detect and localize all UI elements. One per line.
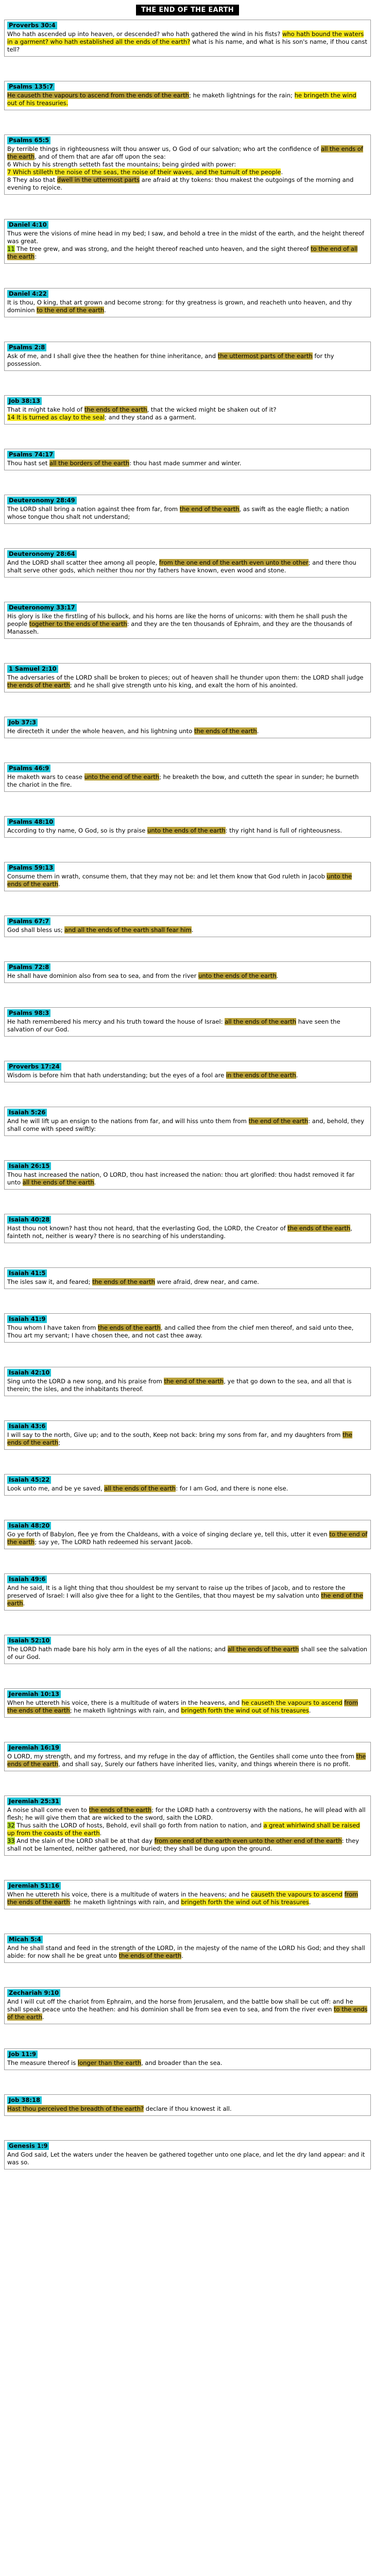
highlighted-phrase: to the end of the earth xyxy=(37,307,105,314)
verse-text-run: . xyxy=(296,1072,298,1079)
verse-entry xyxy=(4,1367,371,1396)
verse-text-run: . xyxy=(257,727,259,735)
verse-text-run: : xyxy=(35,253,37,260)
verse-reference: Isaiah 48:20 xyxy=(7,1522,51,1530)
verse-text-run: : for I am God, and there is none else. xyxy=(176,1485,288,1492)
verse-text-run: Thou whom I have taken from xyxy=(7,1324,98,1331)
verse-text-run: He maketh wars to cease xyxy=(7,773,84,781)
verse-text-run: , and called thee from the chief men thereof, and said unto thee, Thou art my servant; I have chosen thee, and not cast thee away. xyxy=(7,1324,354,1339)
highlighted-phrase: bringeth forth the wind out of his treasures xyxy=(181,1899,309,1906)
verse-entry xyxy=(4,1688,371,1718)
verse-text xyxy=(7,1431,368,1447)
verse-text xyxy=(7,1806,368,1853)
highlighted-phrase: the ends of the earth xyxy=(7,1753,366,1768)
verse-reference: Psalms 2:8 xyxy=(7,344,46,351)
verse-text-run: for thy possession. xyxy=(7,352,334,367)
verse-entry xyxy=(4,2048,371,2070)
verse-reference: Micah 5:4 xyxy=(7,1936,43,1943)
verse-text-run: ; he breaketh the bow, and cutteth the spear in sunder; he burneth the chariot in the fire. xyxy=(7,773,359,788)
highlighted-phrase: 33 xyxy=(7,1837,15,1844)
verse-text-run: . xyxy=(42,2013,44,2021)
highlighted-phrase: who hath bound the waters in a garment? who hath established all the ends of the earth? xyxy=(7,30,364,45)
highlighted-phrase: all the ends of the earth xyxy=(22,1179,94,1186)
highlighted-phrase: unto the ends of the earth xyxy=(198,972,277,979)
verse-text-run: . xyxy=(181,1952,183,1959)
verse-text-run: . xyxy=(191,926,194,934)
highlighted-phrase: together to the ends of the earth xyxy=(29,620,127,628)
verse-text-run: : thou hast made summer and winter. xyxy=(129,460,242,467)
verse-text xyxy=(7,1485,368,1493)
highlighted-phrase: He causeth the vapours to ascend from the ends of the earth xyxy=(7,92,189,99)
verse-text-run: Sing unto the LORD a new song, and his praise from xyxy=(7,1378,164,1385)
highlighted-phrase: all the ends of the earth xyxy=(225,1018,297,1025)
verse-text-run: ; for the LORD hath a controversy with the nations, he will plead with all flesh; he will give them that are wicked to the sword, saith the LORD. xyxy=(7,1806,366,1821)
highlighted-phrase: the uttermost parts of the earth xyxy=(217,352,313,360)
verse-text-run: And he will lift up an ensign to the nations from far, and will hiss unto them from xyxy=(7,1117,249,1125)
verse-text xyxy=(7,30,368,54)
highlighted-phrase: from the ends of the earth xyxy=(7,1891,359,1906)
verse-text-run xyxy=(343,1891,345,1898)
highlighted-phrase: causeth the vapours to ascend xyxy=(251,1891,343,1898)
verse-reference: Job 38:18 xyxy=(7,2096,42,2104)
verse-text-run: Ask of me, and I shall give thee the heathen for thine inheritance, and xyxy=(7,352,218,360)
verse-reference: Daniel 4:22 xyxy=(7,290,48,298)
verse-text-run: , that the wicked might be shaken out of it? xyxy=(147,406,277,413)
verse-entry xyxy=(4,1107,371,1136)
highlighted-phrase: unto the ends of the earth xyxy=(7,873,352,888)
verse-text xyxy=(7,1753,368,1768)
verse-reference: Psalms 65:5 xyxy=(7,137,50,144)
verse-text-run: A noise shall come even to xyxy=(7,1806,89,1814)
verse-reference: Jeremiah 25:31 xyxy=(7,1798,61,1805)
verse-text-run: It is thou, O king, that art grown and become strong: for thy greatness is grown, and reacheth unto heaven, and thy dominion xyxy=(7,299,352,314)
verse-reference: Jeremiah 51:16 xyxy=(7,1882,61,1890)
verse-text xyxy=(7,1944,368,1960)
highlighted-phrase: the ends of the earth xyxy=(7,682,70,689)
verse-text-run: 8 They also that xyxy=(7,176,57,183)
highlighted-phrase: the ends of the earth xyxy=(89,1806,152,1814)
highlighted-phrase: in the ends of the earth xyxy=(226,1072,296,1079)
highlighted-phrase: all the borders of the earth xyxy=(49,460,130,467)
verse-text-run: , and shall say, Surely our fathers have inherited lies, vanity, and things wherein there is no profit. xyxy=(58,1760,351,1768)
verse-text xyxy=(7,1891,368,1906)
verse-entry xyxy=(4,20,371,57)
verse-text xyxy=(7,1531,368,1546)
verse-reference: Zechariah 9:10 xyxy=(7,1989,60,1997)
verse-text-run: He directeth it under the whole heaven, and his lightning unto xyxy=(7,727,194,735)
verse-text-run: And God said, Let the waters under the heaven be gathered together unto one place, and let the dry land appear: and it was so. xyxy=(7,2151,365,2166)
verse-entry xyxy=(4,1520,371,1549)
verse-text-run: . xyxy=(99,1829,102,1837)
verse-text-run: ; say ye, The LORD hath redeemed his servant Jacob. xyxy=(35,1538,193,1546)
verse-entry xyxy=(4,1987,371,2024)
verse-text xyxy=(7,827,368,835)
verse-text-run: Thus were the visions of mine head in my bed; I saw, and behold a tree in the midst of the earth, and the height thereof was great. xyxy=(7,230,364,245)
verse-reference: Deuteronomy 33:17 xyxy=(7,604,77,612)
verse-reference: 1 Samuel 2:10 xyxy=(7,665,58,673)
verse-entry xyxy=(4,816,371,838)
verse-text-run: : he maketh lightnings with rain, and xyxy=(70,1899,181,1906)
highlighted-phrase: all the ends of the earth xyxy=(227,1646,299,1653)
verse-reference: Psalms 98:3 xyxy=(7,1009,50,1017)
highlighted-phrase: from the one end of the earth even unto the other xyxy=(159,559,309,566)
verse-reference: Job 37:3 xyxy=(7,719,38,726)
verse-text-run: were afraid, drew near, and came. xyxy=(155,1278,259,1285)
highlighted-phrase: the end of the earth xyxy=(164,1378,224,1385)
highlighted-phrase: bringeth forth the wind out of his treasures xyxy=(181,1707,309,1714)
verse-entry xyxy=(4,1313,371,1343)
verse-text-run: ; and he shall give strength unto his king, and exalt the horn of his anointed. xyxy=(70,682,298,689)
verse-entry xyxy=(4,717,371,738)
verse-entry xyxy=(4,1573,371,1611)
verse-reference: Psalms 46:9 xyxy=(7,765,50,772)
verse-text-run: shall see the salvation of our God. xyxy=(7,1646,367,1660)
highlighted-phrase: the ends of the earth xyxy=(7,1431,352,1446)
verse-text-run: . xyxy=(309,1707,311,1714)
verse-text-run: Hast thou not known? hast thou not heard, that the everlasting God, the LORD, the Creator of xyxy=(7,1225,288,1232)
verse-text-run: : and, behold, they shall come with speed swiftly: xyxy=(7,1117,364,1132)
highlighted-phrase: to the ends of the earth xyxy=(7,2006,368,2021)
highlighted-phrase: the end of the earth xyxy=(248,1117,309,1125)
verse-reference: Proverbs 30:4 xyxy=(7,22,57,29)
verse-reference: Isaiah 41:9 xyxy=(7,1315,47,1323)
verse-text-run: And I will cut off the chariot from Ephraim, and the horse from Jerusalem, and the battle bow shall be cut off: and he shall speak peace unto the heathen: and his dominion shall be from sea even to sea, and from the river even xyxy=(7,1998,353,2013)
verse-reference: Genesis 1:9 xyxy=(7,2142,49,2150)
verse-reference: Isaiah 42:10 xyxy=(7,1369,51,1377)
highlighted-phrase: 7 Which stilleth the noise of the seas, the noise of their waves, and the tumult of the people xyxy=(7,168,281,176)
verse-text xyxy=(7,1378,368,1393)
verse-text xyxy=(7,505,368,521)
verse-text xyxy=(7,230,368,261)
highlighted-phrase: he bringeth the wind out of his treasuries. xyxy=(7,92,356,107)
verse-text-run: The tree grew, and was strong, and the height thereof reached unto heaven, and the sight thereof xyxy=(14,245,311,252)
verse-reference: Isaiah 5:26 xyxy=(7,1109,47,1116)
verse-text-run: When he uttereth his voice, there is a multitude of waters in the heavens, and xyxy=(7,1699,242,1706)
verse-text-run: Who hath ascended up into heaven, or descended? who hath gathered the wind in his fists? xyxy=(7,30,282,38)
verse-entry xyxy=(4,602,371,639)
verse-text-run: When he uttereth his voice, there is a multitude of waters in the heavens; and he xyxy=(7,1891,251,1898)
verse-reference: Isaiah 43:6 xyxy=(7,1422,47,1430)
highlighted-phrase: unto the ends of the earth xyxy=(147,827,226,834)
verse-text-run: And he said, It is a light thing that thou shouldest be my servant to raise up the tribes of Jacob, and to restore the preserved of Israel: I will also give thee for a light to the Gentiles, that thou mayest be my salvation unto xyxy=(7,1584,346,1599)
verse-text xyxy=(7,1646,368,1661)
verse-text-run: . xyxy=(58,880,60,888)
verse-text-run: , fainteth not, neither is weary? there is no searching of his understanding. xyxy=(7,1225,352,1240)
verse-reference: Job 38:13 xyxy=(7,397,42,405)
highlighted-phrase: dwell in the uttermost parts xyxy=(57,176,140,183)
page-title: THE END OF THE EARTH xyxy=(136,5,239,15)
verse-text-run: He hath remembered his mercy and his truth toward the house of Israel: xyxy=(7,1018,225,1025)
verse-reference: Isaiah 52:10 xyxy=(7,1637,51,1645)
verse-entry xyxy=(4,1420,371,1450)
verse-entry xyxy=(4,762,371,792)
verse-text-run: The LORD shall bring a nation against thee from far, from xyxy=(7,505,180,513)
verse-reference: Daniel 4:10 xyxy=(7,221,48,229)
verse-text-run: And he shall stand and feed in the strength of the LORD, in the majesty of the name of the LORD his God; and they shall abide: for now shall he be great unto xyxy=(7,1944,365,1959)
verse-text-run: O LORD, my strength, and my fortress, and my refuge in the day of affliction, the Gentiles shall come unto thee from xyxy=(7,1753,356,1760)
verse-reference: Psalms 67:7 xyxy=(7,918,50,925)
verse-text xyxy=(7,773,368,789)
verse-text xyxy=(7,406,368,421)
verse-entry xyxy=(4,1061,371,1082)
verse-text xyxy=(7,674,368,689)
verse-entry xyxy=(4,1214,371,1243)
verse-text xyxy=(7,1225,368,1240)
verse-entry xyxy=(4,1880,371,1909)
verse-text-run: ; and they stand as a garment. xyxy=(105,414,197,421)
verse-text-run: Thou hast set xyxy=(7,460,50,467)
verse-text-run: Thus saith the LORD of hosts, Behold, evil shall go forth from nation to nation, and xyxy=(14,1822,264,1829)
verse-reference: Psalms 72:8 xyxy=(7,963,50,971)
verse-text xyxy=(7,926,368,934)
highlighted-phrase: Hast thou perceived the breadth of the earth? xyxy=(7,2105,144,2112)
verse-reference: Jeremiah 16:19 xyxy=(7,1744,61,1752)
verse-reference: Deuteronomy 28:49 xyxy=(7,497,77,504)
verse-list xyxy=(4,20,371,2170)
verse-text-run: . xyxy=(281,168,283,176)
highlighted-phrase: the ends of the earth xyxy=(92,1278,155,1285)
verse-text-run: His glory is like the firstling of his bullock, and his horns are like the horns of unicorns: with them he shall push the people xyxy=(7,613,348,628)
verse-text-run: declare if thou knowest it all. xyxy=(144,2105,232,2112)
verse-text xyxy=(7,2151,368,2166)
verse-text xyxy=(7,727,368,735)
verse-text-run: The measure thereof is xyxy=(7,2059,78,2066)
verse-text-run: The LORD hath made bare his holy arm in the eyes of all the nations; and xyxy=(7,1646,228,1653)
verse-text xyxy=(7,2105,368,2113)
verse-text xyxy=(7,1018,368,1033)
verse-text xyxy=(7,145,368,192)
highlighted-phrase: the ends of the earth xyxy=(287,1225,351,1232)
verse-entry xyxy=(4,961,371,983)
verse-text xyxy=(7,559,368,574)
verse-text-run: The isles saw it, and feared; xyxy=(7,1278,93,1285)
highlighted-phrase: longer than the earth xyxy=(77,2059,142,2066)
verse-reference: Deuteronomy 28:64 xyxy=(7,550,77,558)
verse-entry xyxy=(4,1007,371,1037)
verse-reference: Proverbs 17:24 xyxy=(7,1063,61,1071)
highlighted-phrase: from the ends of the earth xyxy=(7,1699,359,1714)
verse-text xyxy=(7,1699,368,1715)
verse-text-run: . xyxy=(23,1600,25,1607)
verse-text-run: Look unto me, and be ye saved, xyxy=(7,1485,105,1492)
verse-entry xyxy=(4,134,371,195)
title-wrap xyxy=(4,4,371,15)
highlighted-phrase: the ends of the earth xyxy=(84,406,147,413)
verse-text-run: . xyxy=(94,1179,96,1186)
verse-text-run: : they shall not be lamented, neither gathered, nor buried; they shall be dung upon the ground. xyxy=(7,1837,359,1852)
verse-text-run: ; and there thou shalt serve other gods, which neither thou nor thy fathers have known, even wood and stone. xyxy=(7,559,356,574)
highlighted-phrase: all the ends of the earth xyxy=(7,145,363,160)
verse-entry xyxy=(4,862,371,891)
verse-reference: Psalms 74:17 xyxy=(7,451,55,459)
verse-reference: Isaiah 49:6 xyxy=(7,1575,47,1583)
verse-text-run: : thy right hand is full of righteousness. xyxy=(225,827,343,834)
verse-entry xyxy=(4,288,371,317)
verse-reference: Psalms 135:7 xyxy=(7,83,55,91)
verse-text-run: ; he maketh lightnings for the rain; xyxy=(189,92,295,99)
verse-reference: Isaiah 26:15 xyxy=(7,1162,51,1170)
highlighted-phrase: a great whirlwind shall be raised up from the coasts of the earth xyxy=(7,1822,360,1837)
verse-entry xyxy=(4,1635,371,1664)
verse-text xyxy=(7,1324,368,1340)
verse-text-run: I will say to the north, Give up; and to the south, Keep not back: bring my sons from far, and my daughters from xyxy=(7,1431,343,1438)
verse-entry xyxy=(4,2094,371,2116)
verse-text-run: By terrible things in righteousness wilt thou answer us, O God of our salvation; who art the confidence of xyxy=(7,145,321,152)
verse-text-run: are afraid at thy tokens: thou makest the outgoings of the morning and evening to rejoice. xyxy=(7,176,354,191)
verse-entry xyxy=(4,219,371,264)
verse-text-run: Go ye forth of Babylon, flee ye from the Chaldeans, with a voice of singing declare ye, tell this, utter it even xyxy=(7,1531,330,1538)
highlighted-phrase: unto the end of the earth xyxy=(84,773,160,781)
highlighted-phrase: all the ends of the earth xyxy=(104,1485,176,1492)
verse-entry xyxy=(4,916,371,937)
verse-text xyxy=(7,1171,368,1187)
verse-reference: Psalms 59:13 xyxy=(7,864,55,872)
verse-text-run: And the slain of the LORD shall be at that day xyxy=(14,1837,155,1844)
verse-entry xyxy=(4,2140,371,2170)
verse-entry xyxy=(4,1934,371,1963)
verse-text xyxy=(7,92,368,107)
verse-text-run: According to thy name, O God, so is thy praise xyxy=(7,827,148,834)
verse-text-run: Consume them in wrath, consume them, that they may not be: and let them know that God ruleth in Jacob xyxy=(7,873,327,880)
verse-entry xyxy=(4,449,371,470)
verse-entry xyxy=(4,663,371,692)
highlighted-phrase: the end of the earth xyxy=(7,1592,363,1607)
verse-text-run: ; he maketh lightnings with rain, and xyxy=(70,1707,181,1714)
verse-text-run: , as swift as the eagle flieth; a nation whose tongue thou shalt not understand; xyxy=(7,505,349,520)
verse-entry xyxy=(4,1795,371,1856)
highlighted-phrase: from one end of the earth even unto the other end of the earth xyxy=(154,1837,342,1844)
verse-entry xyxy=(4,1267,371,1289)
verse-text-run: . xyxy=(276,972,279,979)
verse-reference: Jeremiah 10:13 xyxy=(7,1690,61,1698)
highlighted-phrase: the ends of the earth xyxy=(118,1952,182,1959)
verse-entry xyxy=(4,395,371,425)
verse-text xyxy=(7,460,368,467)
verse-reference: Psalms 48:10 xyxy=(7,818,55,826)
verse-text xyxy=(7,352,368,368)
verse-entry xyxy=(4,548,371,578)
verse-reference: Job 11:9 xyxy=(7,2050,38,2058)
verse-entry xyxy=(4,1474,371,1496)
verse-text-run: . xyxy=(104,307,106,314)
verse-text-run: , and of them that are afar off upon the sea: xyxy=(35,153,166,160)
highlighted-phrase: the end of the earth xyxy=(179,505,240,513)
verse-text-run: And the LORD shall scatter thee among all people, xyxy=(7,559,159,566)
verse-text xyxy=(7,2059,368,2067)
verse-text-run: ; xyxy=(58,1439,61,1446)
verse-text xyxy=(7,613,368,636)
highlighted-phrase: the ends of the earth xyxy=(98,1324,161,1331)
verse-reference: Isaiah 45:22 xyxy=(7,1476,51,1484)
verse-text xyxy=(7,299,368,314)
verse-text-run: . xyxy=(309,1899,311,1906)
highlighted-phrase: he causeth the vapours to ascend xyxy=(241,1699,343,1706)
verse-text xyxy=(7,1998,368,2021)
highlighted-phrase: 14 It is turned as clay to the seal xyxy=(7,414,105,421)
verse-text-run: what is his name, and what is his son's name, if thou canst tell? xyxy=(7,38,367,53)
verse-text-run: Thou hast increased the nation, O LORD, thou hast increased the nation: thou art glorified: thou hadst removed it far unto xyxy=(7,1171,355,1186)
highlighted-phrase: to the end of all the earth xyxy=(7,245,358,260)
verse-text-run: That it might take hold of xyxy=(7,406,84,413)
verse-text-run: God shall bless us; xyxy=(7,926,65,934)
verse-text-run: 6 Which by his strength setteth fast the mountains; being girded with power: xyxy=(7,161,236,168)
verse-text xyxy=(7,1117,368,1133)
verse-text-run: : and they are the ten thousands of Ephraim, and they are the thousands of Manasseh. xyxy=(7,620,352,635)
verse-text-run: , and broader than the sea. xyxy=(141,2059,223,2066)
verse-text xyxy=(7,1072,368,1079)
verse-text-run: Wisdom is before him that hath understanding; but the eyes of a fool are xyxy=(7,1072,226,1079)
highlighted-phrase: 32 xyxy=(7,1822,15,1829)
verse-reference: Isaiah 41:5 xyxy=(7,1269,47,1277)
verse-entry xyxy=(4,495,371,524)
verse-entry xyxy=(4,1160,371,1190)
verse-text-run: He shall have dominion also from sea to sea, and from the river xyxy=(7,972,198,979)
verse-entry xyxy=(4,81,371,110)
verse-text-run: The adversaries of the LORD shall be broken to pieces; out of heaven shall he thunder upon them: the LORD shall judge xyxy=(7,674,364,681)
verse-text xyxy=(7,873,368,888)
highlighted-phrase: and all the ends of the earth shall fear him xyxy=(64,926,192,934)
verse-text xyxy=(7,972,368,980)
highlighted-phrase: the ends of the earth xyxy=(194,727,257,735)
verse-text xyxy=(7,1584,368,1607)
verse-text-run: , ye that go down to the sea, and all that is therein; the isles, and the inhabitants thereof. xyxy=(7,1378,352,1393)
verse-text-run: have seen the salvation of our God. xyxy=(7,1018,340,1033)
verse-reference: Isaiah 40:28 xyxy=(7,1216,51,1224)
verse-entry xyxy=(4,342,371,371)
verse-text xyxy=(7,1278,368,1286)
highlighted-phrase: to the end of the earth xyxy=(7,1531,368,1546)
verse-entry xyxy=(4,1742,371,1771)
highlighted-phrase: 11 xyxy=(7,245,15,252)
